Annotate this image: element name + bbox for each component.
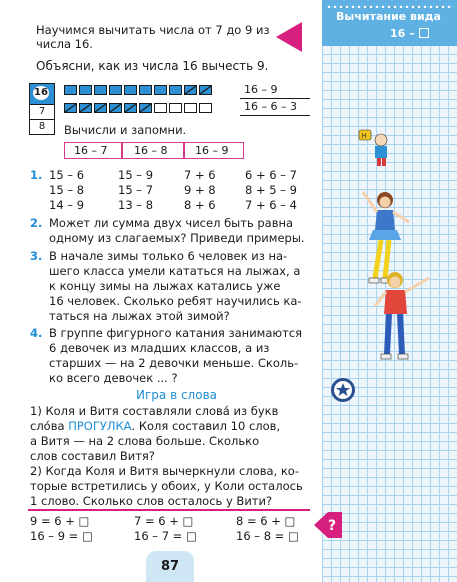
- task-2-number: 2.: [30, 216, 43, 230]
- task-1-item: 9 + 8: [184, 183, 216, 197]
- star-nav-icon[interactable]: [330, 377, 356, 403]
- counting-cell: [169, 85, 182, 95]
- equation: 16 – 7 = □: [134, 529, 197, 543]
- counting-cell: [64, 85, 77, 95]
- section-divider: [28, 509, 310, 511]
- task-1-item: 15 – 9: [118, 168, 154, 182]
- game-p2-line: 2) Когда Коля и Витя вычеркнули слова, ко-: [30, 464, 299, 478]
- demo-rule-1: [240, 98, 310, 99]
- counting-cell: [79, 85, 92, 95]
- task-3-line: шего класса умели кататься на лыжах, а: [49, 264, 301, 278]
- task-1-item: 15 – 8: [49, 183, 85, 197]
- task-1-item: 13 – 8: [118, 198, 154, 212]
- counting-cell: [109, 85, 122, 95]
- cross-mark-icon: [94, 103, 107, 113]
- equation: 7 = 6 + □: [134, 514, 194, 528]
- game-p1-line: слов составил Витя?: [30, 449, 155, 463]
- cross-mark-icon: [199, 85, 212, 95]
- task-4-line: старших — на 2 девочки меньше. Сколь-: [49, 356, 299, 370]
- task-4-line: 6 девочек из младших классов, а из: [49, 341, 270, 355]
- equation: 9 = 6 + □: [30, 514, 90, 528]
- task-4-line: ко всего девочек ... ?: [49, 371, 178, 385]
- topic-formula: 16 –: [390, 27, 429, 40]
- counting-cell: [154, 103, 167, 113]
- task-1-item: 8 + 6: [184, 198, 216, 212]
- equation: 8 = 6 + □: [236, 514, 296, 528]
- task-1-item: 7 + 6 – 4: [245, 198, 297, 212]
- counting-cell: [184, 103, 197, 113]
- number-card-mid: 7: [29, 104, 55, 120]
- demo-rule-2: [240, 115, 310, 116]
- counting-cell: [139, 85, 152, 95]
- intro-line-2: числа 16.: [36, 37, 93, 51]
- equation: 16 – 9 = □: [30, 529, 93, 543]
- task-3-line: таться на лыжах этой зимой?: [49, 309, 230, 323]
- topic-title: Вычитание вида: [336, 10, 441, 23]
- cross-mark-icon: [124, 103, 137, 113]
- counting-cell: [124, 85, 137, 95]
- task-1-item: 14 – 9: [49, 198, 85, 212]
- counting-cell: [169, 103, 182, 113]
- task-1-item: 15 – 7: [118, 183, 154, 197]
- game-p2-line: торые встретились у обоих, у Коли осталось: [30, 479, 303, 493]
- memo-box-3: 16 – 9: [184, 142, 244, 159]
- task-1-number: 1.: [30, 168, 43, 182]
- counting-cell: [154, 85, 167, 95]
- task-3-number: 3.: [30, 249, 43, 263]
- cross-mark-icon: [139, 103, 152, 113]
- task-1-item: 8 + 5 – 9: [245, 183, 297, 197]
- counting-cell: [94, 85, 107, 95]
- number-card-bot: 8: [29, 119, 55, 135]
- game-p1-line: 1) Коля и Витя составляли слова́ из букв: [30, 404, 279, 418]
- task-2-line: Может ли сумма двух чисел быть равна: [49, 216, 294, 230]
- equation: 16 – 8 = □: [236, 529, 299, 543]
- counting-cell: [199, 103, 212, 113]
- memo-box-2: 16 – 8: [122, 142, 184, 159]
- task-4-number: 4.: [30, 326, 43, 340]
- memorize-label: Вычисли и запомни.: [64, 123, 187, 137]
- demo-row-1: 16 – 9: [244, 83, 278, 96]
- dots-decoration: [326, 4, 454, 8]
- task-4-line: В группе фигурного катания занимаются: [49, 326, 303, 340]
- game-p1-line: сло́ва ПРОГУЛКА. Коля составил 10 слов,: [30, 419, 281, 433]
- game-p1-line: а Витя — на 2 слова больше. Сколько: [30, 434, 260, 448]
- pointer-triangle-icon: [276, 22, 302, 52]
- page-number-tab: [146, 551, 194, 582]
- game-word-highlight: ПРОГУЛКА: [68, 419, 132, 433]
- cross-mark-icon: [79, 103, 92, 113]
- cross-mark-icon: [109, 103, 122, 113]
- task-1-item: 7 + 6: [184, 168, 216, 182]
- memo-box-1: 16 – 7: [64, 142, 122, 159]
- task-3-line: 16 человек. Сколько ребят научились ка-: [49, 294, 302, 308]
- task-3-line: В начале зимы только 6 человек из на-: [49, 249, 288, 263]
- svg-text:?: ?: [328, 518, 337, 534]
- question-flag-icon: [314, 512, 342, 538]
- task-2-line: одному из слагаемых? Приведи примеры.: [49, 231, 305, 245]
- demo-row-2: 16 – 6 – 3: [244, 100, 297, 113]
- game-title: Игра в слова: [136, 388, 217, 402]
- task-1-item: 6 + 6 – 7: [245, 168, 297, 182]
- cross-mark-icon: [184, 85, 197, 95]
- skaters-illustration: [355, 128, 443, 368]
- svg-text:H: H: [361, 132, 367, 140]
- intro-line-1: Научимся вычитать числа от 7 до 9 из: [36, 23, 270, 37]
- task-1-item: 15 – 6: [49, 168, 85, 182]
- page-number: 87: [160, 559, 180, 574]
- cross-mark-icon: [64, 103, 77, 113]
- task-3-line: к концу зимы на лыжах катались уже: [49, 279, 281, 293]
- game-p2-line: 1 слово. Сколько слов осталось у Вити?: [30, 494, 273, 508]
- explain-line: Объясни, как из числа 16 вычесть 9.: [36, 59, 269, 73]
- number-card-top: 16: [29, 83, 55, 105]
